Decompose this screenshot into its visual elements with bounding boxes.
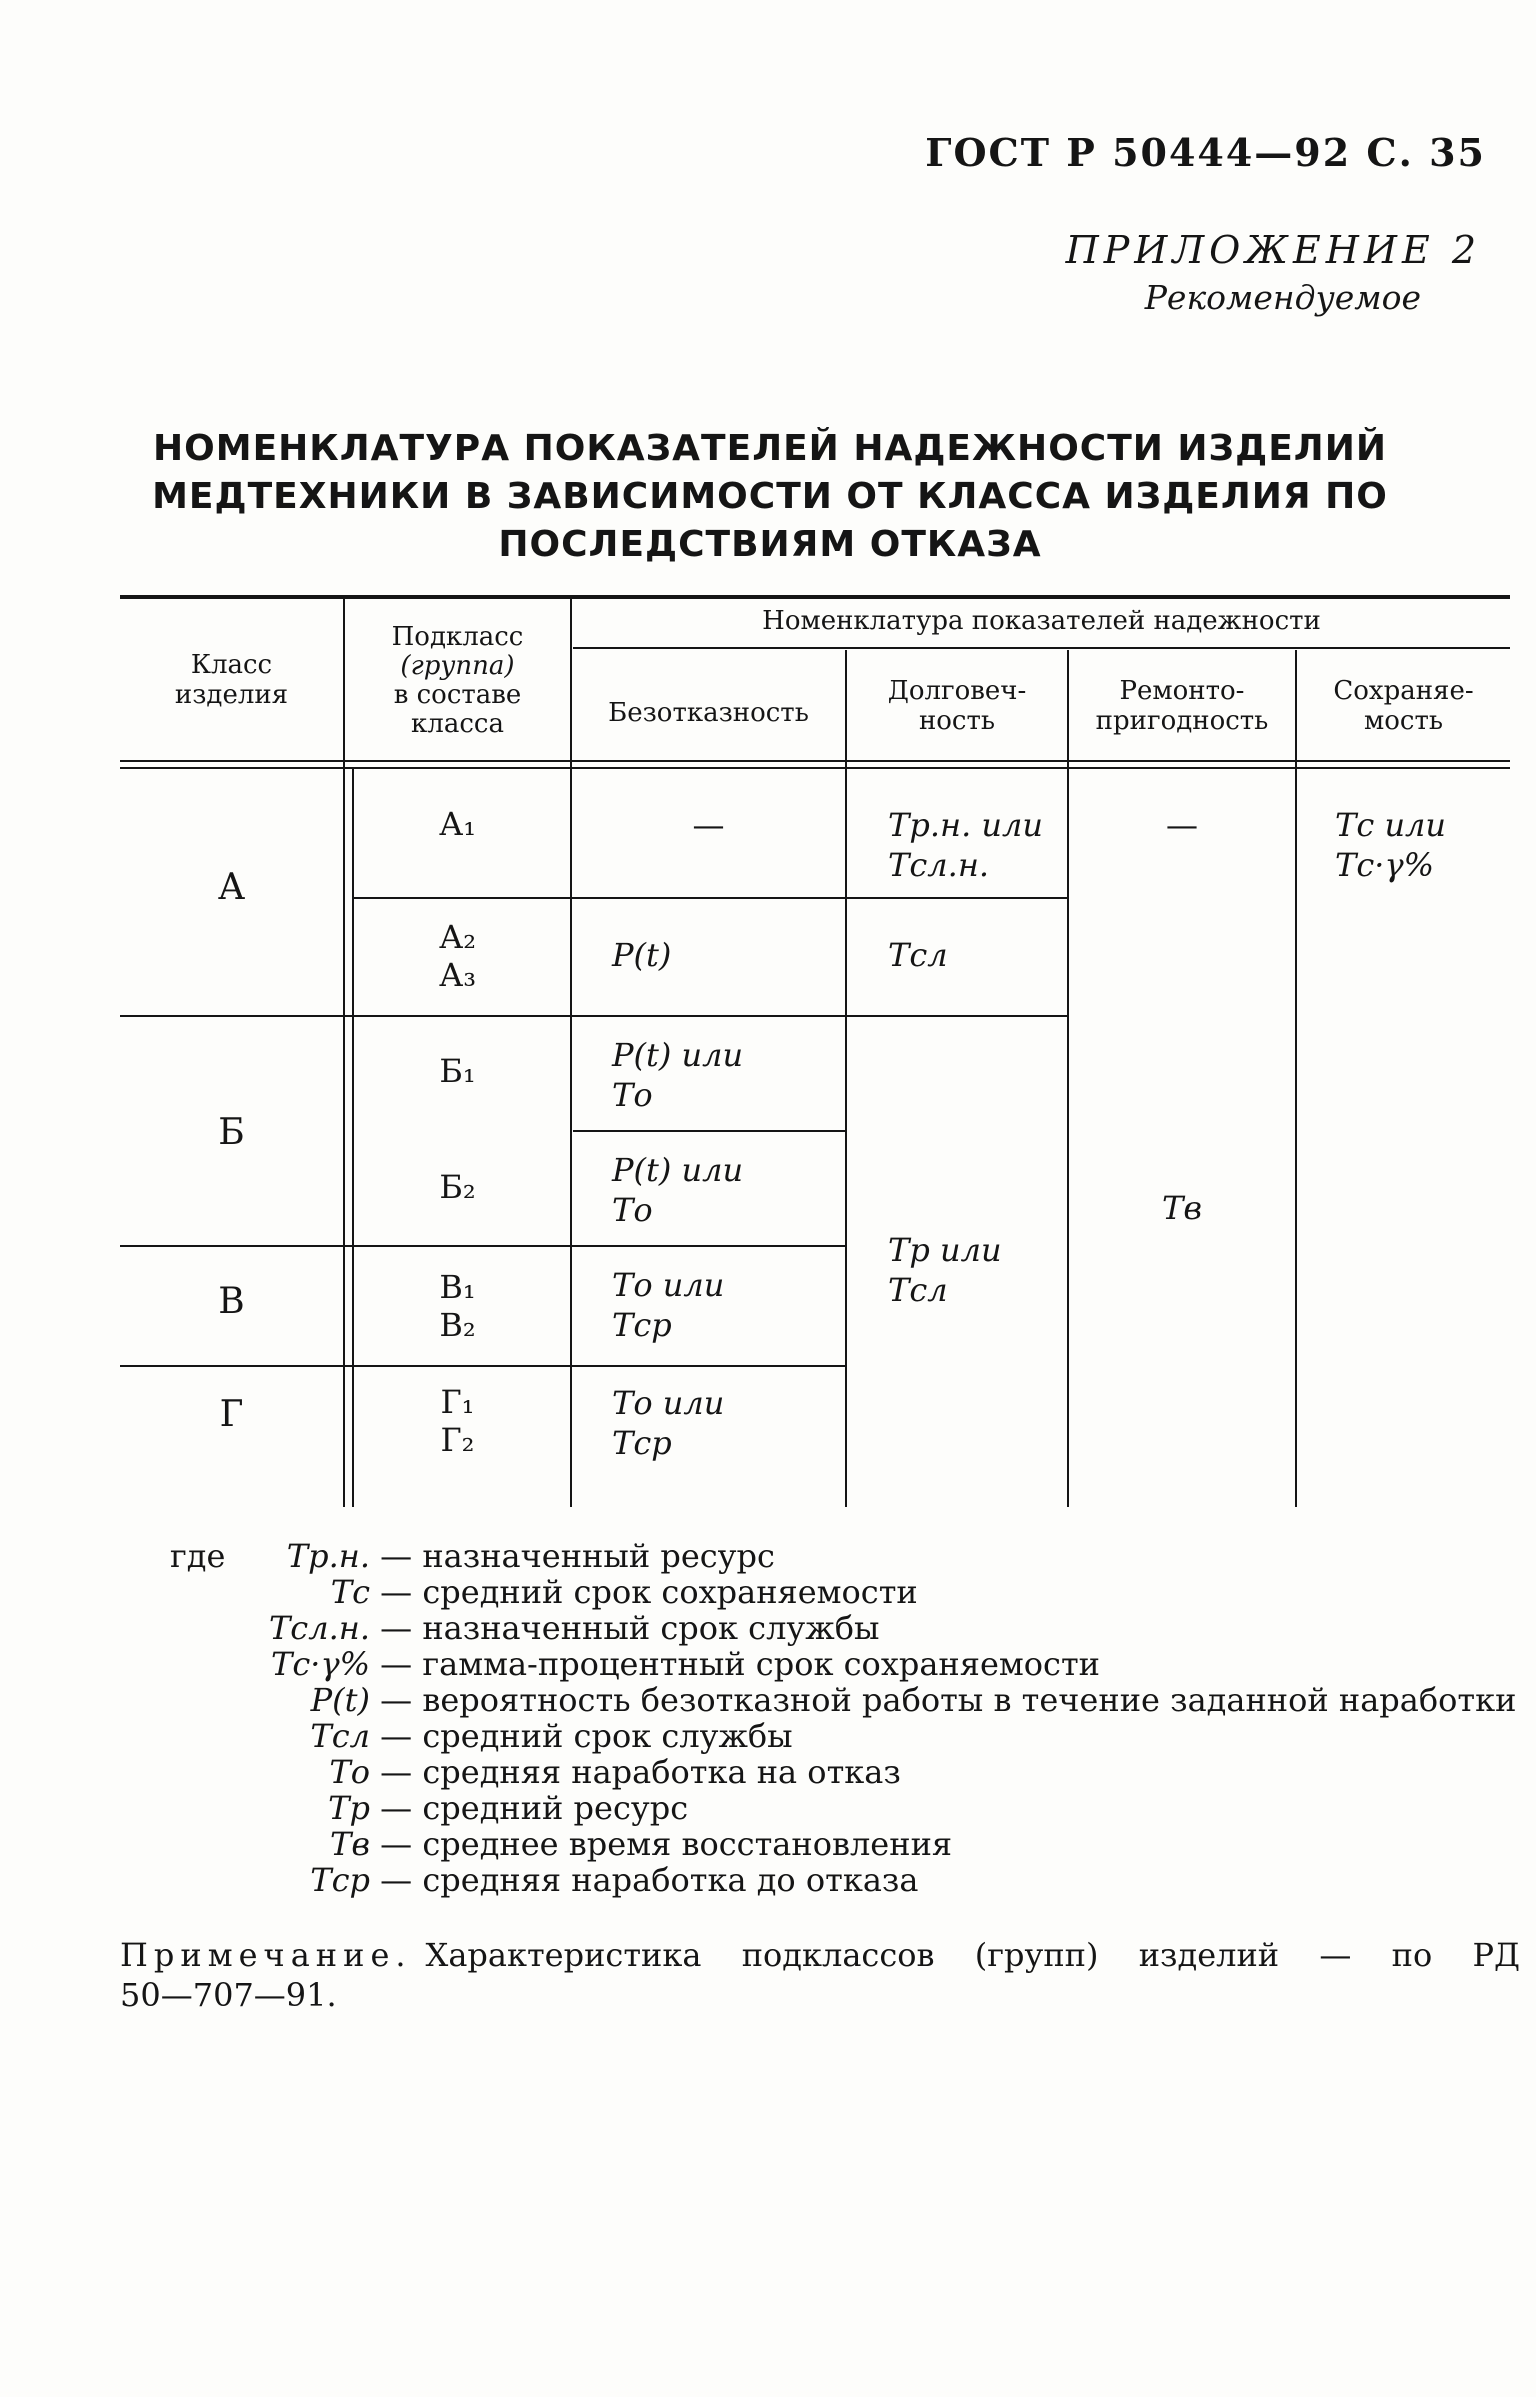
header-rule-2 xyxy=(120,767,1510,769)
header-maintainability-line: Ремонто- xyxy=(1119,676,1245,706)
legend-item xyxy=(200,1826,952,1862)
class-v: В xyxy=(218,1281,245,1322)
header-rule xyxy=(120,760,1510,762)
a1-durability-line: Тсл.н. xyxy=(888,846,990,884)
note xyxy=(120,1935,1520,2015)
header-storability xyxy=(1297,676,1510,736)
legend-text: — средний ресурс xyxy=(380,1789,689,1827)
appendix-status: Рекомендуемое xyxy=(1144,278,1421,317)
legend-symbol: Тсл xyxy=(310,1717,370,1755)
subclass-v xyxy=(345,1268,570,1344)
a1-reliability: — xyxy=(692,806,725,844)
v-reliability-line: То или xyxy=(612,1266,725,1304)
legend-item xyxy=(200,1538,775,1574)
header-class-line: Класс xyxy=(190,650,273,680)
title-line-2: МЕДТЕХНИКИ В ЗАВИСИМОСТИ ОТ КЛАССА ИЗДЕЛИЯ ПО xyxy=(152,476,1388,517)
a1-durability-line: Тр.н. или xyxy=(888,806,1044,844)
legend-symbol: Тсл.н. xyxy=(268,1609,370,1647)
legend-where: где xyxy=(170,1537,226,1575)
maintainability-merged: Тв xyxy=(1162,1189,1202,1227)
a23-durability: Тсл xyxy=(888,936,948,974)
header-subclass-line: (группа) xyxy=(400,651,515,681)
note-line-2: 50—707—91. xyxy=(120,1976,337,2014)
a1-maintainability: — xyxy=(1166,806,1198,844)
legend-item xyxy=(200,1790,688,1826)
durability-merged-line: Тсл xyxy=(888,1271,948,1309)
title-line-1: НОМЕНКЛАТУРА ПОКАЗАТЕЛЕЙ НАДЕЖНОСТИ ИЗДЕЛИЙ xyxy=(153,428,1387,469)
v-reliability-line: Тср xyxy=(612,1306,672,1344)
b2-reliability-line: P(t) или xyxy=(612,1151,744,1189)
legend-item xyxy=(200,1718,793,1754)
legend-text: — средняя наработка до отказа xyxy=(380,1861,919,1899)
legend-item xyxy=(200,1682,1516,1718)
appendix-label: ПРИЛОЖЕНИЕ 2 xyxy=(1065,228,1481,272)
class-a: А xyxy=(217,867,246,908)
legend-symbol: Тр.н. xyxy=(286,1537,370,1575)
legend-item xyxy=(200,1754,901,1790)
header-subclass-line: класса xyxy=(411,709,504,739)
v-reliability xyxy=(612,1265,724,1345)
subclass-b2: Б₂ xyxy=(439,1168,476,1206)
a1-storability xyxy=(1335,805,1446,885)
legend-symbol: P(t) xyxy=(310,1681,370,1719)
note-text: Характеристика подклассов (групп) изделий — по РД xyxy=(425,1936,1520,1974)
header-maintainability xyxy=(1069,676,1295,736)
a1-durability xyxy=(888,805,1043,885)
standard-header: ГОСТ Р 50444—92 С. 35 xyxy=(925,130,1486,175)
class-g: Г xyxy=(219,1394,244,1435)
b1-reliability xyxy=(612,1035,743,1115)
durability-merged-line: Тр или xyxy=(888,1231,1002,1269)
header-subclass-line: в составе xyxy=(393,680,522,710)
row-rule-b xyxy=(120,1245,846,1247)
table-top-rule xyxy=(120,595,1510,599)
legend-item xyxy=(200,1646,1100,1682)
legend-symbol: Тс·γ% xyxy=(271,1645,370,1683)
legend-item xyxy=(200,1574,918,1610)
row-rule-a1 xyxy=(353,897,1067,899)
col-rule-5 xyxy=(1295,650,1297,1507)
legend-text: — назначенный ресурс xyxy=(380,1537,775,1575)
title-line-3: ПОСЛЕДСТВИЯМ ОТКАЗА xyxy=(498,524,1042,565)
header-subclass-line: Подкласс xyxy=(391,622,524,652)
subclass-g2: Г₂ xyxy=(440,1421,475,1459)
legend-text: — средний срок службы xyxy=(380,1717,793,1755)
a23-reliability: P(t) xyxy=(612,936,672,974)
a1-storability-line: Тс или xyxy=(1335,806,1447,844)
header-durability-line: ность xyxy=(918,706,996,736)
header-class-line: изделия xyxy=(174,680,289,710)
subclass-v2: В₂ xyxy=(439,1306,476,1344)
b1-reliability-line: P(t) или xyxy=(612,1036,744,1074)
durability-merged xyxy=(888,1230,1002,1310)
header-class xyxy=(120,650,343,710)
legend-symbol: Тр xyxy=(328,1789,370,1827)
header-subclass xyxy=(345,623,570,739)
b2-reliability xyxy=(612,1150,743,1230)
note-label: Примечание. xyxy=(120,1936,412,1974)
legend-symbol: Тв xyxy=(330,1825,370,1863)
class-b: Б xyxy=(218,1112,245,1153)
header-maintainability-line: пригодность xyxy=(1095,706,1269,736)
g-reliability-line: То или xyxy=(612,1384,725,1422)
subclass-b1: Б₁ xyxy=(439,1052,476,1090)
subclass-a1: А₁ xyxy=(438,805,477,843)
subclass-a2: А₂ xyxy=(438,918,477,956)
header-storability-line: Сохраняе- xyxy=(1333,676,1474,706)
subclass-g xyxy=(345,1383,570,1459)
subclass-v1: В₁ xyxy=(439,1268,476,1306)
header-durability-line: Долговеч- xyxy=(887,676,1027,706)
document-title xyxy=(150,425,1390,569)
legend-symbol: То xyxy=(329,1753,370,1791)
a1-storability-line: Тс·γ% xyxy=(1335,846,1434,884)
header-storability-line: мость xyxy=(1364,706,1443,736)
legend-text: — средний срок сохраняемости xyxy=(380,1573,918,1611)
legend-text: — средняя наработка на отказ xyxy=(380,1753,901,1791)
header-durability xyxy=(847,676,1067,736)
row-rule-a xyxy=(120,1015,1067,1017)
subclass-a3: А₃ xyxy=(438,956,477,994)
group-header-rule xyxy=(573,647,1510,649)
legend-symbol: Тс xyxy=(330,1573,370,1611)
col-rule-3 xyxy=(845,650,847,1507)
g-reliability xyxy=(612,1383,724,1463)
row-rule-v xyxy=(120,1365,846,1367)
legend-symbol: Тср xyxy=(310,1861,370,1899)
subclass-g1: Г₁ xyxy=(440,1383,475,1421)
legend-list xyxy=(200,1537,1517,1918)
col-rule-2 xyxy=(570,597,572,1507)
legend-text: — вероятность безотказной работы в течение заданной наработки xyxy=(380,1681,1517,1719)
legend-item xyxy=(200,1862,918,1898)
col-rule-4 xyxy=(1067,650,1069,1507)
row-rule-b1 xyxy=(573,1130,846,1132)
legend-text: — гамма-процентный срок сохраняемости xyxy=(380,1645,1100,1683)
legend-text: — назначенный срок службы xyxy=(380,1609,880,1647)
note-line-1 xyxy=(120,1935,1520,1975)
legend-item xyxy=(200,1610,879,1646)
header-reliability: Безотказность xyxy=(608,698,809,728)
b2-reliability-line: То xyxy=(612,1191,653,1229)
subclass-a2-a3 xyxy=(345,918,570,994)
b1-reliability-line: То xyxy=(612,1076,653,1114)
header-group: Номенклатура показателей надежности xyxy=(762,606,1321,636)
g-reliability-line: Тср xyxy=(612,1424,672,1462)
legend-text: — среднее время восстановления xyxy=(380,1825,953,1863)
